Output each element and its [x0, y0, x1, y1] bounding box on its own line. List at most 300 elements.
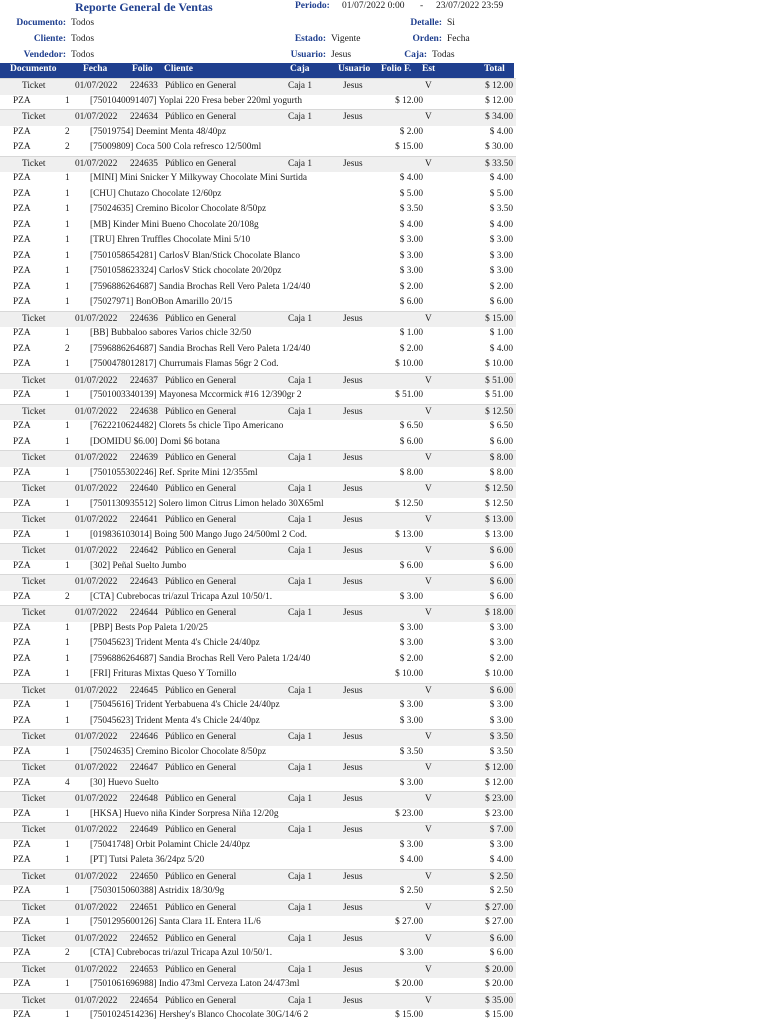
item-unit: PZA — [13, 808, 31, 819]
item-quantity: 2 — [65, 126, 70, 137]
row-caja: Caja 1 — [288, 964, 313, 975]
item-description: [MINI] Mini Snicker Y Milkyway Chocolate Mini Surtida — [90, 173, 307, 183]
item-total: $ 3.00 — [489, 235, 513, 245]
item-price: $ 12.00 — [395, 95, 423, 106]
item-row — [0, 419, 516, 435]
item-unit: PZA — [13, 1010, 31, 1020]
row-usuario: Jesus — [343, 81, 363, 91]
item-unit: PZA — [13, 173, 31, 183]
ticket-row — [0, 931, 516, 948]
item-row — [0, 776, 516, 792]
filter-detalle-value: Si — [447, 18, 455, 28]
row-folio: 224641 — [130, 515, 158, 525]
item-price: $ 2.00 — [399, 653, 423, 664]
item-description: [75045623] Trident Menta 4's Chicle 24/40pz — [90, 715, 260, 726]
item-row — [0, 714, 516, 730]
row-cliente: Público en General — [165, 375, 237, 386]
row-documento: Ticket — [22, 313, 46, 324]
item-total: $ 2.00 — [489, 281, 513, 292]
item-quantity: 1 — [65, 95, 70, 106]
row-usuario: Jesus — [343, 375, 363, 386]
item-quantity: 1 — [65, 715, 70, 726]
row-caja: Caja 1 — [288, 732, 313, 742]
item-unit: PZA — [13, 188, 31, 199]
item-total: $ 6.00 — [489, 560, 513, 571]
filter-documento-value: Todos — [71, 18, 95, 28]
row-cliente: Público en General — [165, 546, 237, 556]
item-quantity: 1 — [65, 328, 70, 338]
item-unit: PZA — [13, 95, 31, 106]
item-row — [0, 249, 516, 265]
item-row — [0, 233, 516, 249]
row-fecha: 01/07/2022 — [75, 902, 118, 913]
item-row — [0, 698, 516, 714]
row-caja: Caja 1 — [288, 546, 313, 556]
item-description: [7622210624482] Clorets 5s chicle Tipo Americano — [90, 421, 284, 431]
item-price: $ 15.00 — [395, 1010, 423, 1020]
item-unit: PZA — [13, 591, 31, 602]
row-total: $ 35.00 — [485, 995, 513, 1006]
item-unit: PZA — [13, 359, 31, 369]
item-quantity: 1 — [65, 917, 70, 927]
item-row — [0, 435, 516, 451]
ticket-row — [0, 543, 516, 560]
row-caja: Caja 1 — [288, 825, 313, 835]
row-cliente: Público en General — [165, 577, 237, 587]
item-description: [7596886264687] Sandia Brochas Rell Vero Paleta 1/24/40 — [90, 653, 311, 664]
row-total: $ 6.00 — [489, 546, 513, 556]
item-row — [0, 807, 516, 823]
item-price: $ 3.00 — [399, 591, 423, 602]
item-total: $ 12.00 — [485, 95, 513, 106]
row-documento: Ticket — [22, 484, 46, 494]
item-row — [0, 497, 516, 513]
row-caja: Caja 1 — [288, 81, 313, 91]
row-documento: Ticket — [22, 608, 46, 618]
row-caja: Caja 1 — [288, 484, 313, 494]
table-header — [0, 63, 514, 78]
item-unit: PZA — [13, 297, 31, 307]
item-price: $ 4.00 — [399, 855, 423, 865]
row-folio: 224652 — [130, 933, 158, 944]
row-total: $ 12.50 — [485, 484, 513, 494]
row-documento: Ticket — [22, 995, 46, 1006]
item-row — [0, 388, 516, 404]
item-row — [0, 125, 516, 141]
row-usuario: Jesus — [343, 453, 363, 463]
item-total: $ 3.50 — [489, 746, 513, 757]
item-description: [7596886264687] Sandia Brochas Rell Vero Paleta 1/24/40 — [90, 281, 311, 292]
item-row — [0, 977, 516, 993]
item-quantity: 1 — [65, 266, 70, 276]
row-usuario: Jesus — [343, 608, 363, 618]
item-quantity: 1 — [65, 1010, 70, 1020]
item-price: $ 6.00 — [399, 436, 423, 447]
periodo-label: Periodo: — [295, 1, 330, 11]
item-unit: PZA — [13, 669, 31, 679]
item-description: [FRI] Frituras Mixtas Queso Y Tornillo — [90, 669, 237, 679]
item-total: $ 6.00 — [489, 591, 513, 602]
ticket-row — [0, 760, 516, 777]
filter-documento-label: Documento: — [16, 18, 66, 28]
row-estado: V — [425, 546, 432, 556]
row-cliente: Público en General — [165, 825, 237, 835]
item-unit: PZA — [13, 250, 31, 261]
item-unit: PZA — [13, 746, 31, 757]
item-description: [PBP] Bests Pop Paleta 1/20/25 — [90, 622, 208, 633]
item-description: [7503015060388] Astridix 18/30/9g — [90, 886, 225, 896]
row-caja: Caja 1 — [288, 515, 313, 525]
report-title: Reporte General de Ventas — [75, 0, 213, 14]
item-price: $ 5.00 — [399, 188, 423, 199]
item-quantity: 1 — [65, 235, 70, 245]
item-price: $ 13.00 — [395, 529, 423, 540]
row-caja: Caja 1 — [288, 902, 313, 913]
ticket-row — [0, 993, 516, 1010]
row-fecha: 01/07/2022 — [75, 871, 118, 882]
item-description: [7501040091407] Yoplai 220 Fresa beber 220ml yogurth — [90, 95, 303, 106]
item-quantity: 1 — [65, 855, 70, 865]
item-row — [0, 295, 516, 311]
row-fecha: 01/07/2022 — [75, 995, 118, 1006]
item-row — [0, 326, 516, 342]
ticket-row — [0, 109, 516, 126]
item-total: $ 3.00 — [489, 839, 513, 850]
item-price: $ 3.00 — [399, 266, 423, 276]
filter-detalle-label: Detalle: — [410, 18, 442, 28]
col-fecha: Fecha — [83, 64, 108, 74]
row-documento: Ticket — [22, 158, 46, 169]
item-row — [0, 466, 516, 482]
row-estado: V — [425, 515, 432, 525]
row-total: $ 33.50 — [485, 158, 513, 169]
item-unit: PZA — [13, 421, 31, 431]
item-total: $ 12.50 — [485, 498, 513, 509]
row-fecha: 01/07/2022 — [75, 964, 118, 975]
ticket-row — [0, 311, 516, 328]
row-total: $ 6.00 — [489, 577, 513, 587]
ticket-row — [0, 869, 516, 886]
item-quantity: 2 — [65, 948, 70, 958]
row-caja: Caja 1 — [288, 313, 313, 324]
row-fecha: 01/07/2022 — [75, 577, 118, 587]
item-total: $ 30.00 — [485, 142, 513, 152]
item-total: $ 10.00 — [485, 669, 513, 679]
row-folio: 224651 — [130, 902, 158, 913]
item-description: [75045623] Trident Menta 4's Chicle 24/40pz — [90, 638, 260, 648]
item-total: $ 6.00 — [489, 297, 513, 307]
row-total: $ 13.00 — [485, 515, 513, 525]
item-total: $ 23.00 — [485, 808, 513, 819]
item-row — [0, 94, 516, 110]
filter-cliente-label: Cliente: — [33, 34, 66, 44]
periodo-from: 01/07/2022 0:00 — [342, 1, 405, 11]
item-quantity: 1 — [65, 250, 70, 261]
item-total: $ 15.00 — [485, 1010, 513, 1020]
row-folio: 224635 — [130, 158, 158, 169]
row-fecha: 01/07/2022 — [75, 313, 118, 324]
item-description: [PT] Tutsi Paleta 36/24pz 5/20 — [90, 855, 205, 865]
item-unit: PZA — [13, 560, 31, 571]
col-cliente: Cliente — [164, 64, 194, 74]
item-total: $ 3.00 — [489, 250, 513, 261]
row-cliente: Público en General — [165, 933, 237, 944]
ticket-row — [0, 156, 516, 173]
row-cliente: Público en General — [165, 685, 237, 696]
row-documento: Ticket — [22, 933, 46, 944]
row-estado: V — [425, 313, 432, 324]
row-caja: Caja 1 — [288, 608, 313, 618]
ticket-row — [0, 605, 516, 622]
item-unit: PZA — [13, 343, 31, 354]
item-row — [0, 264, 516, 280]
row-total: $ 12.00 — [485, 763, 513, 773]
item-price: $ 3.00 — [399, 622, 423, 633]
item-total: $ 3.00 — [489, 715, 513, 726]
item-quantity: 1 — [65, 653, 70, 664]
item-quantity: 1 — [65, 560, 70, 571]
item-unit: PZA — [13, 886, 31, 896]
row-documento: Ticket — [22, 825, 46, 835]
row-cliente: Público en General — [165, 406, 237, 417]
item-price: $ 3.00 — [399, 948, 423, 958]
item-total: $ 3.00 — [489, 266, 513, 276]
item-quantity: 1 — [65, 839, 70, 850]
filter-usuario-label: Usuario: — [290, 50, 326, 60]
item-description: [TRU] Ehren Truffles Chocolate Mini 5/10 — [90, 235, 251, 245]
row-cliente: Público en General — [165, 995, 237, 1006]
ticket-row — [0, 404, 516, 421]
periodo-to: 23/07/2022 23:59 — [436, 1, 504, 11]
row-estado: V — [425, 577, 432, 587]
item-total: $ 6.00 — [489, 948, 513, 958]
item-row — [0, 1008, 516, 1024]
item-price: $ 2.00 — [399, 126, 423, 137]
row-total: $ 23.00 — [485, 794, 513, 804]
row-usuario: Jesus — [343, 995, 363, 1006]
filter-caja-label: Caja: — [404, 50, 427, 60]
item-unit: PZA — [13, 219, 31, 230]
item-unit: PZA — [13, 638, 31, 648]
row-folio: 224636 — [130, 313, 158, 324]
row-cliente: Público en General — [165, 763, 237, 773]
item-row — [0, 171, 516, 187]
row-fecha: 01/07/2022 — [75, 112, 118, 122]
item-unit: PZA — [13, 390, 31, 400]
row-caja: Caja 1 — [288, 763, 313, 773]
item-quantity: 4 — [65, 777, 70, 788]
row-documento: Ticket — [22, 964, 46, 975]
item-total: $ 8.00 — [489, 467, 513, 478]
item-quantity: 1 — [65, 359, 70, 369]
item-price: $ 23.00 — [395, 808, 423, 819]
row-usuario: Jesus — [343, 933, 363, 944]
row-estado: V — [425, 933, 432, 944]
item-unit: PZA — [13, 436, 31, 447]
row-folio: 224640 — [130, 484, 158, 494]
row-documento: Ticket — [22, 453, 46, 463]
row-folio: 224642 — [130, 546, 158, 556]
item-total: $ 2.00 — [489, 653, 513, 664]
item-row — [0, 357, 516, 373]
row-fecha: 01/07/2022 — [75, 794, 118, 804]
row-estado: V — [425, 902, 432, 913]
row-folio: 224647 — [130, 763, 158, 773]
item-quantity: 1 — [65, 390, 70, 400]
item-description: [302] Peñal Suelto Jumbo — [90, 560, 187, 571]
item-unit: PZA — [13, 715, 31, 726]
item-row — [0, 636, 516, 652]
ticket-row — [0, 574, 516, 591]
ticket-row — [0, 729, 516, 746]
item-row — [0, 280, 516, 296]
item-description: [75019754] Deemint Menta 48/40pz — [90, 126, 227, 137]
row-fecha: 01/07/2022 — [75, 825, 118, 835]
item-unit: PZA — [13, 777, 31, 788]
ticket-row — [0, 791, 516, 808]
row-caja: Caja 1 — [288, 933, 313, 944]
item-price: $ 12.50 — [395, 498, 423, 509]
item-total: $ 20.00 — [485, 979, 513, 989]
row-documento: Ticket — [22, 515, 46, 525]
item-unit: PZA — [13, 126, 31, 137]
item-quantity: 1 — [65, 622, 70, 633]
row-folio: 224654 — [130, 995, 158, 1006]
item-unit: PZA — [13, 979, 31, 989]
item-description: [7501003340139] Mayonesa Mccormick #16 12/390gr 2 — [90, 390, 302, 400]
item-total: $ 4.00 — [489, 343, 513, 354]
item-unit: PZA — [13, 235, 31, 245]
row-estado: V — [425, 685, 432, 696]
row-documento: Ticket — [22, 902, 46, 913]
item-description: [HKSA] Huevo niña Kinder Sorpresa Niña 12/20g — [90, 808, 279, 819]
row-cliente: Público en General — [165, 484, 237, 494]
ticket-row — [0, 78, 516, 95]
row-cliente: Público en General — [165, 515, 237, 525]
item-price: $ 3.00 — [399, 839, 423, 850]
item-quantity: 1 — [65, 188, 70, 199]
item-description: [7501295600126] Santa Clara 1L Entera 1L/6 — [90, 917, 261, 927]
filter-vendedor-label: Vendedor: — [23, 50, 66, 60]
row-total: $ 34.00 — [485, 112, 513, 122]
row-estado: V — [425, 995, 432, 1006]
item-row — [0, 946, 516, 962]
item-unit: PZA — [13, 622, 31, 633]
item-price: $ 3.00 — [399, 777, 423, 788]
item-description: [7501024514236] Hershey's Blanco Chocolate 30G/14/6 2 — [90, 1010, 309, 1020]
row-cliente: Público en General — [165, 158, 237, 169]
row-cliente: Público en General — [165, 871, 237, 882]
row-usuario: Jesus — [343, 112, 363, 122]
item-price: $ 27.00 — [395, 917, 423, 927]
item-total: $ 4.00 — [489, 126, 513, 137]
item-unit: PZA — [13, 498, 31, 509]
item-price: $ 10.00 — [395, 359, 423, 369]
row-estado: V — [425, 825, 432, 835]
item-row — [0, 621, 516, 637]
row-total: $ 18.00 — [485, 608, 513, 618]
item-description: [75027971] BonOBon Amarillo 20/15 — [90, 297, 233, 307]
row-cliente: Público en General — [165, 112, 237, 122]
item-quantity: 1 — [65, 886, 70, 896]
item-description: [75024635] Cremino Bicolor Chocolate 8/50pz — [90, 746, 267, 757]
row-estado: V — [425, 484, 432, 494]
item-quantity: 1 — [65, 669, 70, 679]
row-folio: 224644 — [130, 608, 158, 618]
row-cliente: Público en General — [165, 81, 237, 91]
col-usuario: Usuario — [338, 64, 371, 74]
row-fecha: 01/07/2022 — [75, 933, 118, 944]
item-quantity: 1 — [65, 746, 70, 757]
item-description: [CTA] Cubrebocas tri/azul Tricapa Azul 10/50/1. — [90, 591, 273, 602]
row-usuario: Jesus — [343, 484, 363, 494]
row-cliente: Público en General — [165, 608, 237, 618]
row-documento: Ticket — [22, 871, 46, 882]
row-usuario: Jesus — [343, 964, 363, 975]
row-folio: 224638 — [130, 406, 158, 417]
row-total: $ 27.00 — [485, 902, 513, 913]
item-quantity: 1 — [65, 219, 70, 230]
item-quantity: 1 — [65, 979, 70, 989]
row-fecha: 01/07/2022 — [75, 546, 118, 556]
item-description: [7596886264687] Sandia Brochas Rell Vero Paleta 1/24/40 — [90, 343, 311, 354]
item-row — [0, 745, 516, 761]
item-row — [0, 187, 516, 203]
item-total: $ 3.00 — [489, 700, 513, 710]
row-documento: Ticket — [22, 794, 46, 804]
item-unit: PZA — [13, 204, 31, 214]
item-price: $ 15.00 — [395, 142, 423, 152]
item-total: $ 6.50 — [489, 421, 513, 431]
row-estado: V — [425, 453, 432, 463]
row-usuario: Jesus — [343, 825, 363, 835]
item-price: $ 4.00 — [399, 173, 423, 183]
row-cliente: Público en General — [165, 902, 237, 913]
row-fecha: 01/07/2022 — [75, 685, 118, 696]
ticket-row — [0, 373, 516, 390]
item-quantity: 2 — [65, 142, 70, 152]
row-estado: V — [425, 732, 432, 742]
row-total: $ 12.00 — [485, 81, 513, 91]
row-usuario: Jesus — [343, 685, 363, 696]
item-total: $ 4.00 — [489, 219, 513, 230]
row-folio: 224646 — [130, 732, 158, 742]
item-price: $ 3.00 — [399, 700, 423, 710]
row-usuario: Jesus — [343, 763, 363, 773]
row-caja: Caja 1 — [288, 375, 313, 386]
item-price: $ 3.00 — [399, 715, 423, 726]
filter-usuario-value: Jesus — [331, 50, 352, 60]
item-quantity: 1 — [65, 281, 70, 292]
item-price: $ 3.00 — [399, 235, 423, 245]
ticket-row — [0, 481, 516, 498]
row-documento: Ticket — [22, 81, 46, 91]
item-quantity: 2 — [65, 343, 70, 354]
item-total: $ 13.00 — [485, 529, 513, 540]
row-usuario: Jesus — [343, 794, 363, 804]
item-quantity: 2 — [65, 591, 70, 602]
row-caja: Caja 1 — [288, 871, 313, 882]
row-caja: Caja 1 — [288, 158, 313, 169]
row-total: $ 6.00 — [489, 685, 513, 696]
row-fecha: 01/07/2022 — [75, 732, 118, 742]
item-total: $ 3.00 — [489, 622, 513, 633]
item-description: [30] Huevo Suelto — [90, 777, 159, 788]
row-total: $ 7.00 — [489, 825, 513, 835]
item-total: $ 51.00 — [485, 390, 513, 400]
item-unit: PZA — [13, 855, 31, 865]
row-caja: Caja 1 — [288, 453, 313, 463]
